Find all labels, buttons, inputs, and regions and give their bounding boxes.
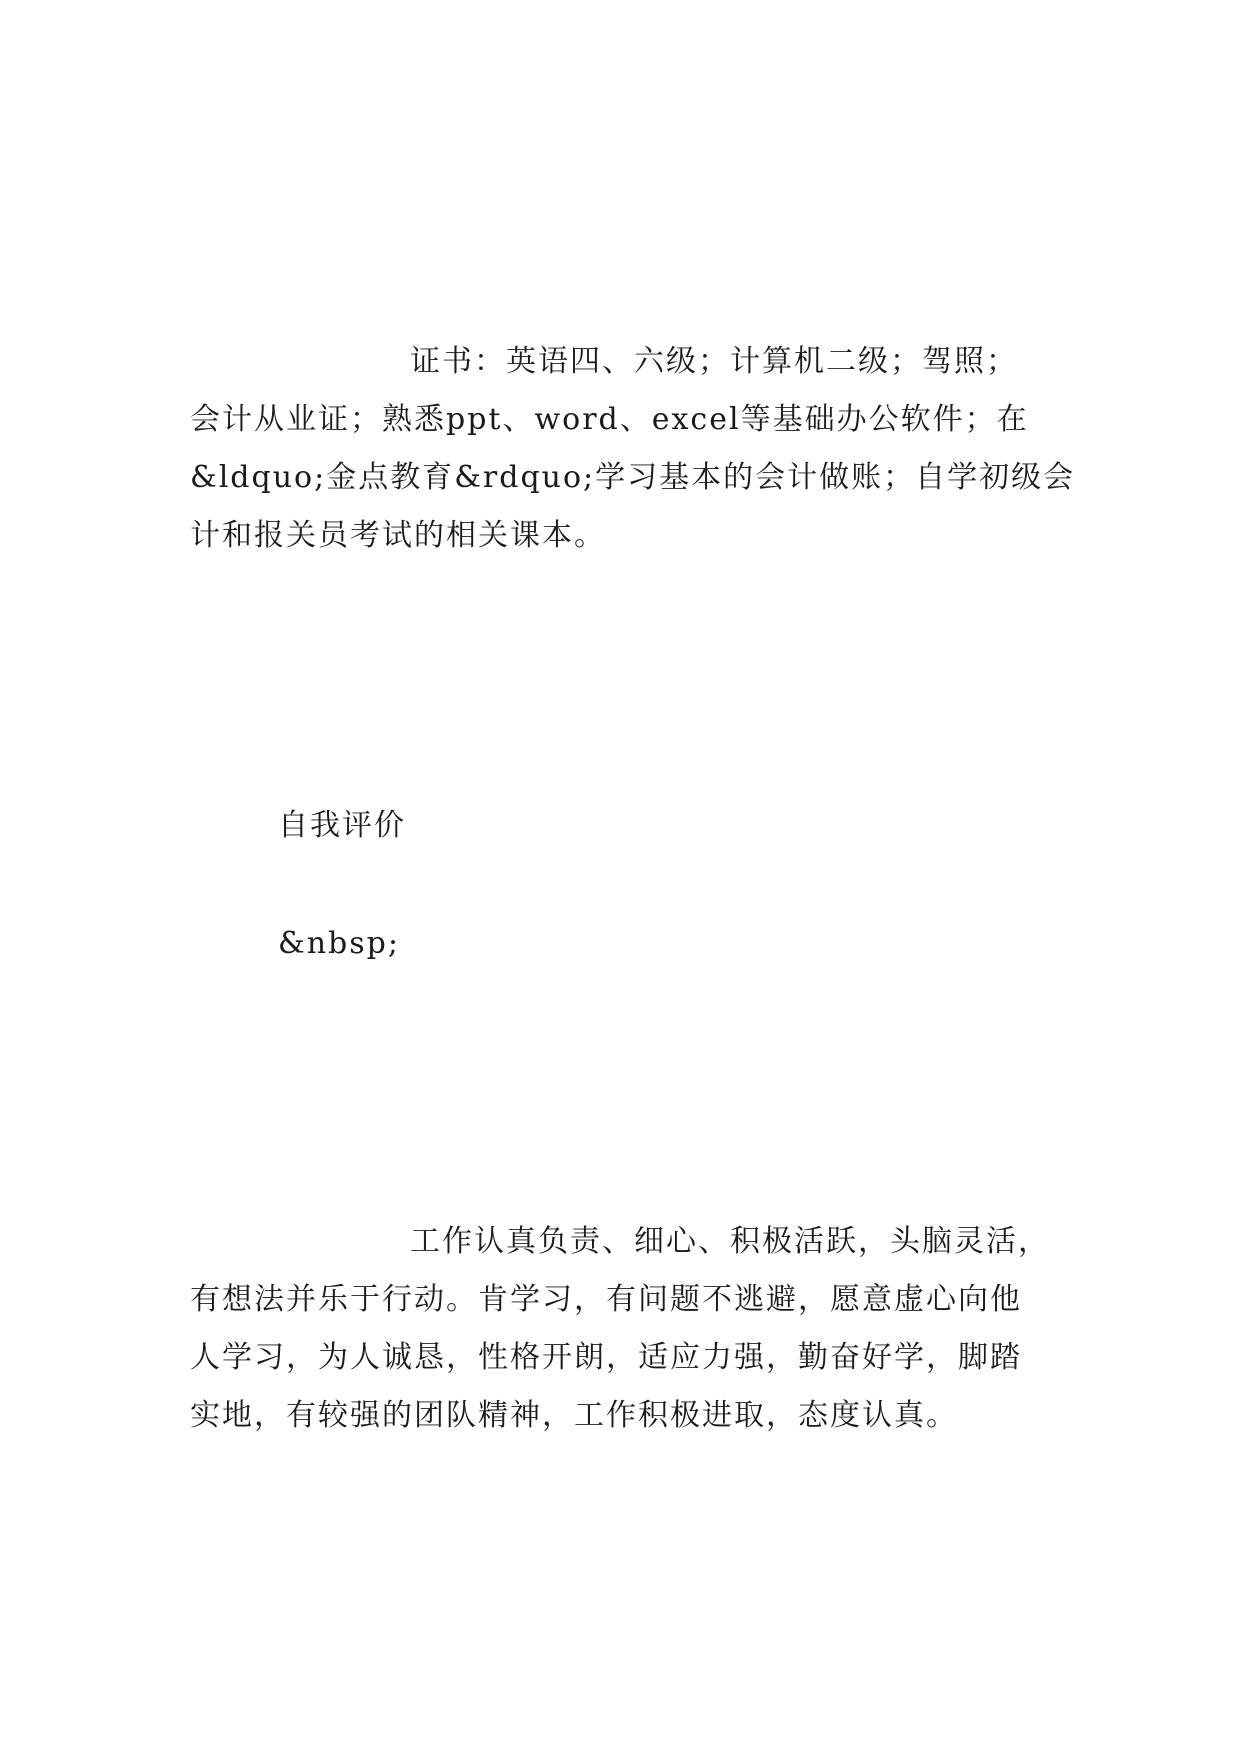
certificates-line-2: 会计从业证；熟悉ppt、word、excel等基础办公软件；在	[190, 402, 1029, 437]
self-evaluation-line-4: 实地，有较强的团队精神，工作积极进取，态度认真。	[190, 1398, 958, 1433]
nbsp-placeholder-text: &nbsp;	[278, 926, 400, 961]
self-evaluation-line-3: 人学习，为人诚恳，性格开朗，适应力强，勤奋好学，脚踏	[190, 1340, 1022, 1375]
certificates-line-1: 证书：英语四、六级；计算机二级；驾照；	[410, 344, 1018, 379]
self-evaluation-line-1: 工作认真负责、细心、积极活跃，头脑灵活，	[410, 1224, 1050, 1259]
certificates-line-3: &ldquo;金点教育&rdquo;学习基本的会计做账；自学初级会	[190, 460, 1076, 495]
self-evaluation-line-2: 有想法并乐于行动。肯学习，有问题不逃避，愿意虚心向他	[190, 1282, 1022, 1317]
self-evaluation-heading: 自我评价	[278, 808, 406, 843]
certificates-line-4: 计和报关员考试的相关课本。	[190, 518, 606, 553]
